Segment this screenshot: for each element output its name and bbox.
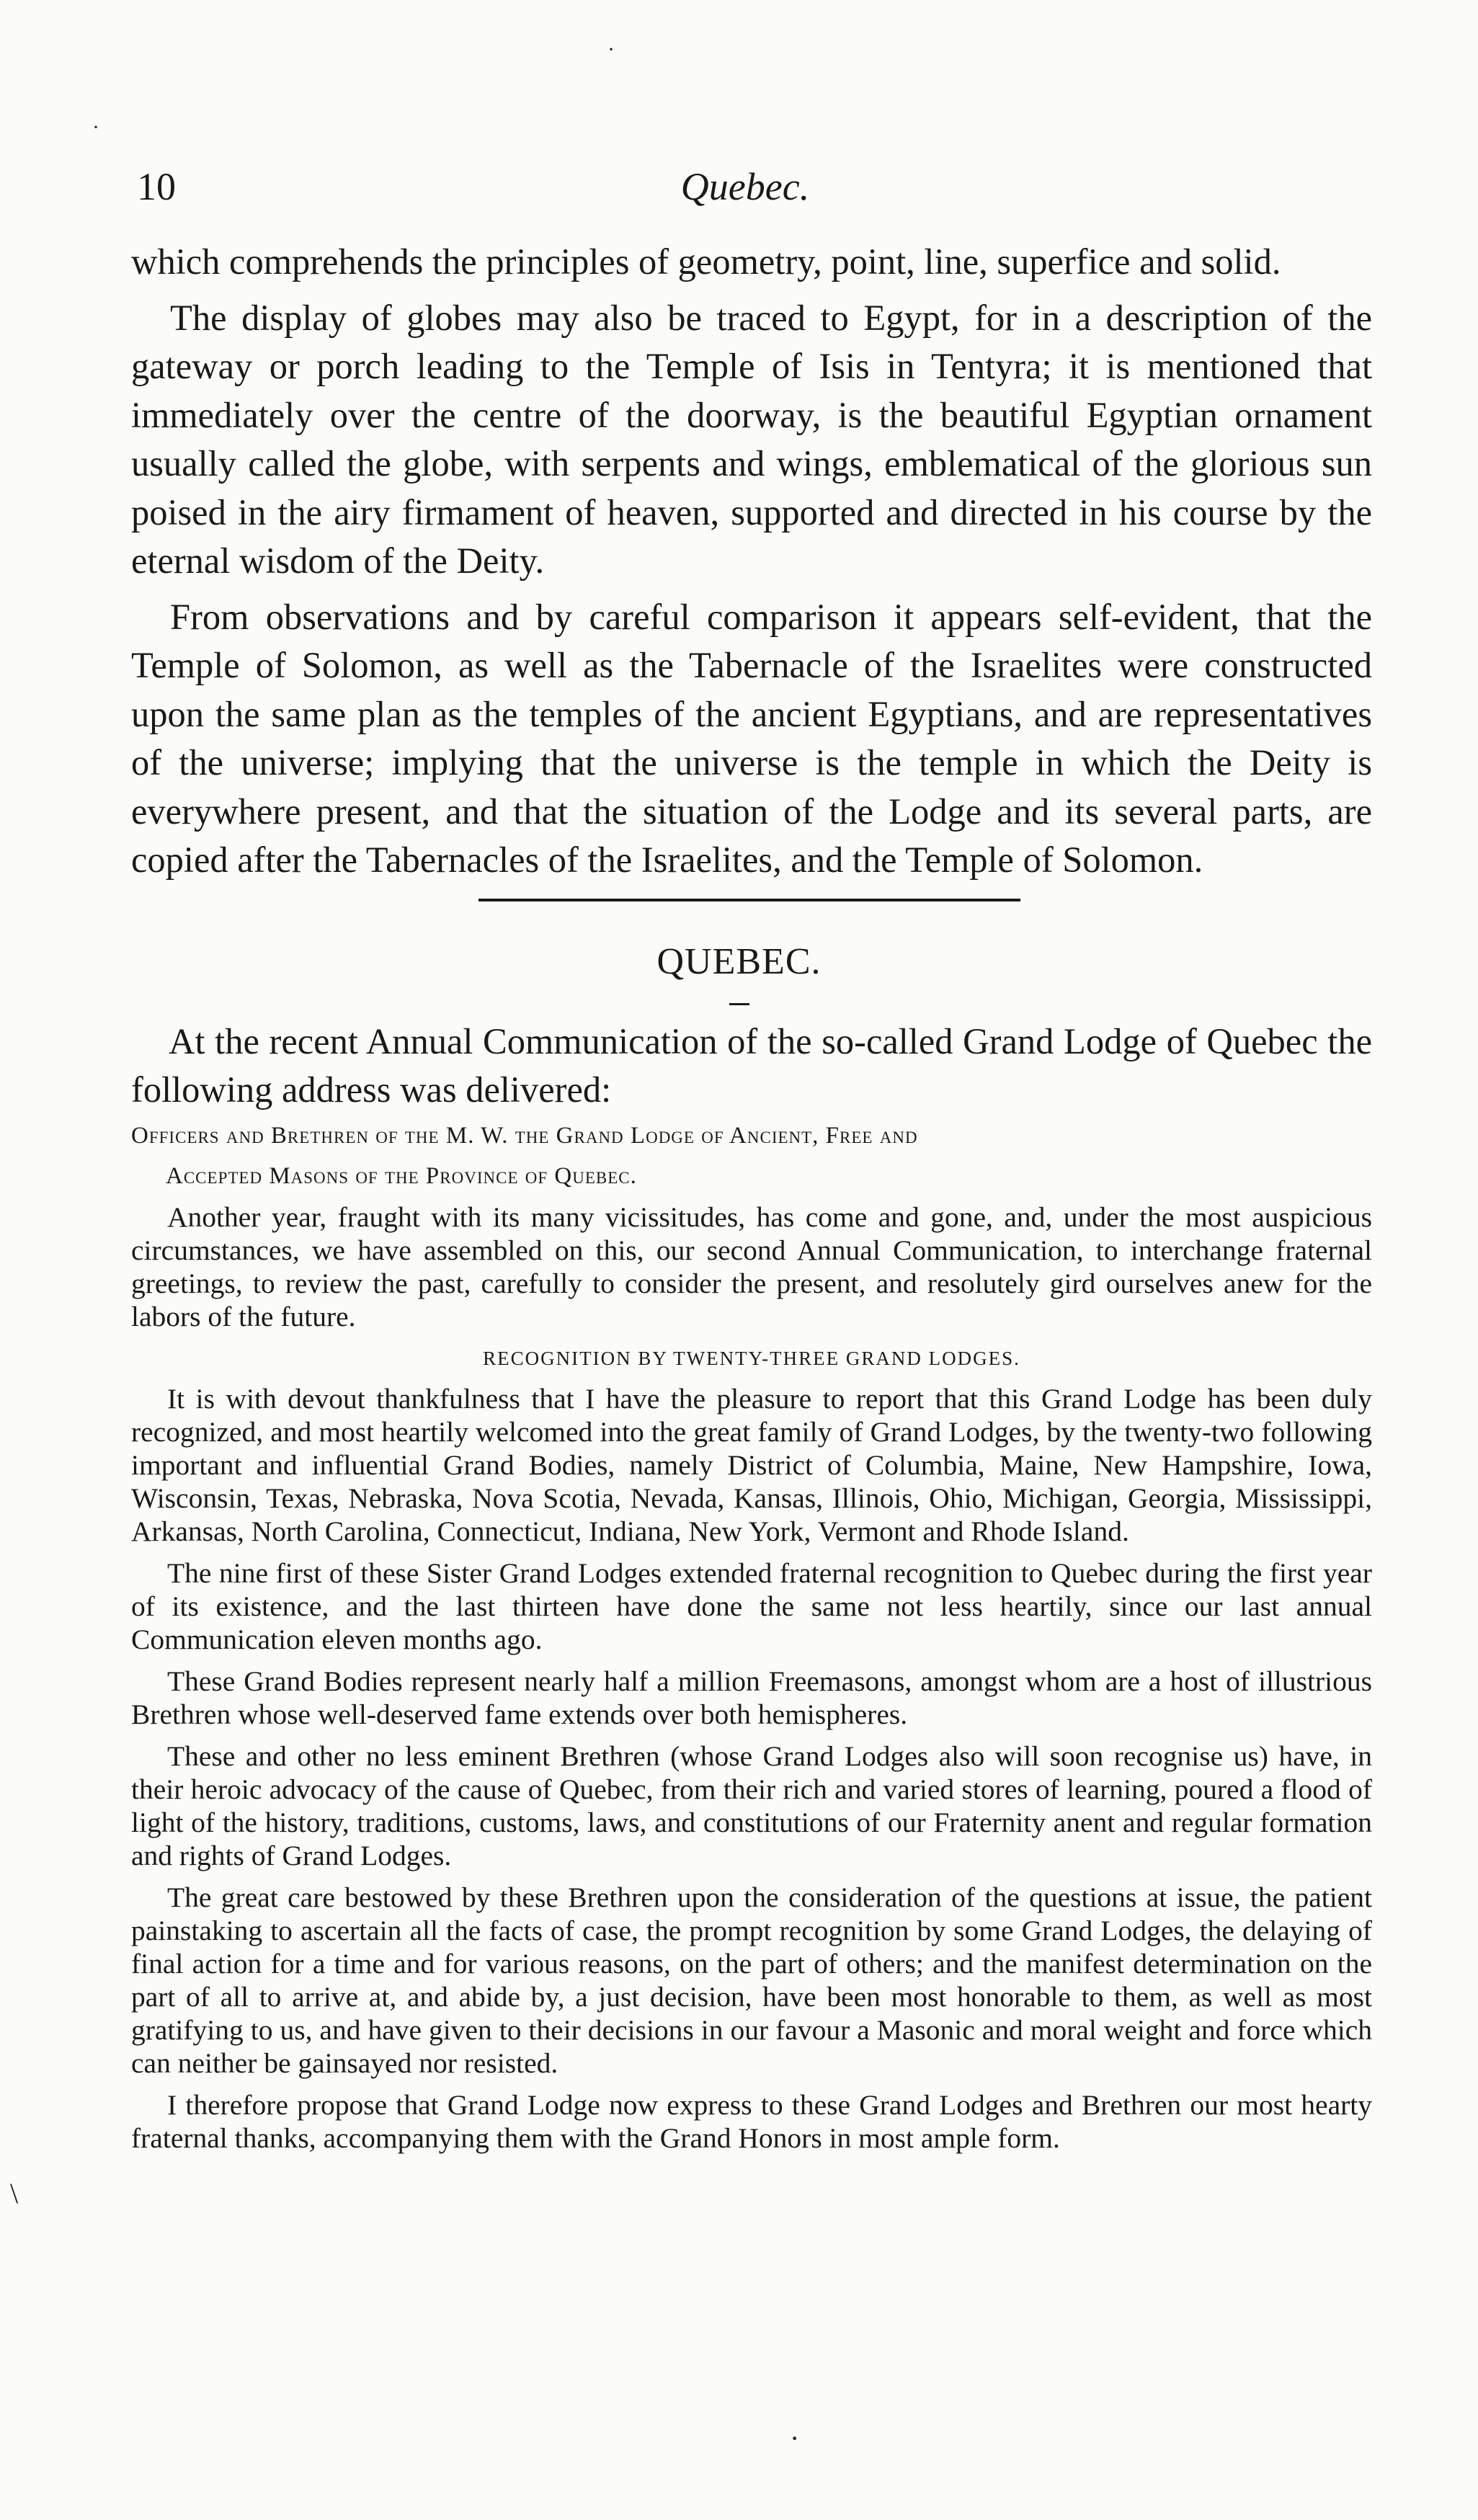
paragraph: Another year, fraught with its many vicissitudes, has come and gone, and, under the most auspicious circumstances, we have assembled on this, our second Annual Communication, to interchange fraternal greetings, to review the past, carefully to consider the present, and resolutely gird ourselves anew for the labors of the future.	[131, 1201, 1372, 1332]
section-divider	[478, 899, 1020, 901]
subheading: RECOGNITION BY TWENTY-THREE GRAND LODGES.	[483, 1348, 1020, 1369]
ink-speck: ·	[790, 2422, 800, 2454]
paragraph: It is with devout thankfulness that I have the pleasure to report that this Grand Lodge has been duly recognized, and most heartily welcomed into the great family of Grand Lodges, by the twenty-two following important and influential Grand Bodies, namely District of Columbia, Maine, New Hampshire, Iowa, Wisconsin, Texas, Nebraska, Nova Scotia, Nevada, Kansas, Illinois, Ohio, Michigan, Georgia, Mississippi, Arkansas, North Carolina, Connecticut, Indiana, New York, Vermont and Rhode Island.	[131, 1383, 1372, 1547]
address-body	[131, 1201, 1372, 2163]
ink-speck: ·	[92, 115, 99, 139]
running-title: Quebec.	[680, 165, 810, 208]
title-dash	[729, 1003, 749, 1005]
ink-speck: \	[10, 2177, 19, 2209]
salutation-line: Accepted Masons of the Province of Quebec.	[166, 1163, 637, 1189]
salutation-line: Officers and Brethren of the M. W. the Grand Lodge of Ancient, Free and	[131, 1123, 918, 1149]
paragraph: The display of globes may also be traced to Egypt, for in a description of the gateway or porch leading to the Temple of Isis in Tentyra; it is mentioned that immediately over the centre of the doorway, is the beautiful Egyptian ornament usually called the globe, with serpents and wings, emblematical of the glorious sun poised in the airy firmament of heaven, supported and directed in his course by the eternal wisdom of the Deity.	[131, 297, 1372, 581]
page-header	[131, 164, 1359, 215]
paragraph: These Grand Bodies represent nearly half a million Freemasons, amongst whom are a host of illustrious Brethren whose well-deserved fame extends over both hemispheres.	[131, 1665, 1372, 1730]
article-continuation	[131, 238, 1372, 885]
ink-speck: ·	[607, 37, 615, 61]
section-title: QUEBEC.	[656, 941, 822, 982]
paragraph: which comprehends the principles of geometry, point, line, superfice and solid.	[131, 241, 1281, 282]
paragraph: At the recent Annual Communication of the so-called Grand Lodge of Quebec the following address was delivered:	[131, 1021, 1372, 1110]
paragraph: The nine first of these Sister Grand Lodges extended fraternal recognition to Quebec during the first year of its existence, and the last thirteen have done the same not less heartily, since our last annual Communication eleven months ago.	[131, 1557, 1372, 1655]
paragraph: From observations and by careful comparison it appears self-evident, that the Temple of Solomon, as well as the Tabernacle of the Israelites were constructed upon the same plan as the temples of the ancient Egyptians, and are representatives of the universe; implying that the universe is the temple in which the Deity is everywhere present, and that the situation of the Lodge and its several parts, are copied after the Tabernacles of the Israelites, and the Temple of Solomon.	[131, 596, 1372, 880]
paragraph: The great care bestowed by these Brethren upon the consideration of the questions at issue, the patient painstaking to ascertain all the facts of case, the prompt recognition by some Grand Lodges, the delaying of final action for a time and for various reasons, on the part of others; and the manifest determination on the part of all to arrive at, and abide by, a just decision, have been most honorable to them, as well as most gratifying to us, and have given to their decisions in our favour a Masonic and moral weight and force which can neither be gainsayed nor resisted.	[131, 1882, 1372, 2079]
section-intro	[131, 1018, 1372, 1114]
page-number: 10	[137, 165, 176, 208]
paragraph: These and other no less eminent Brethren (whose Grand Lodges also will soon recognise us) have, in their heroic advocacy of the cause of Quebec, from their rich and varied stores of learning, poured a flood of light of the history, traditions, customs, laws, and constitutions of our Fraternity anent and regular formation and rights of Grand Lodges.	[131, 1740, 1372, 1871]
address-salutation	[131, 1116, 1372, 1196]
paragraph: I therefore propose that Grand Lodge now express to these Grand Lodges and Brethren our most hearty fraternal thanks, accompanying them with the Grand Honors in most ample form.	[131, 2089, 1372, 2154]
